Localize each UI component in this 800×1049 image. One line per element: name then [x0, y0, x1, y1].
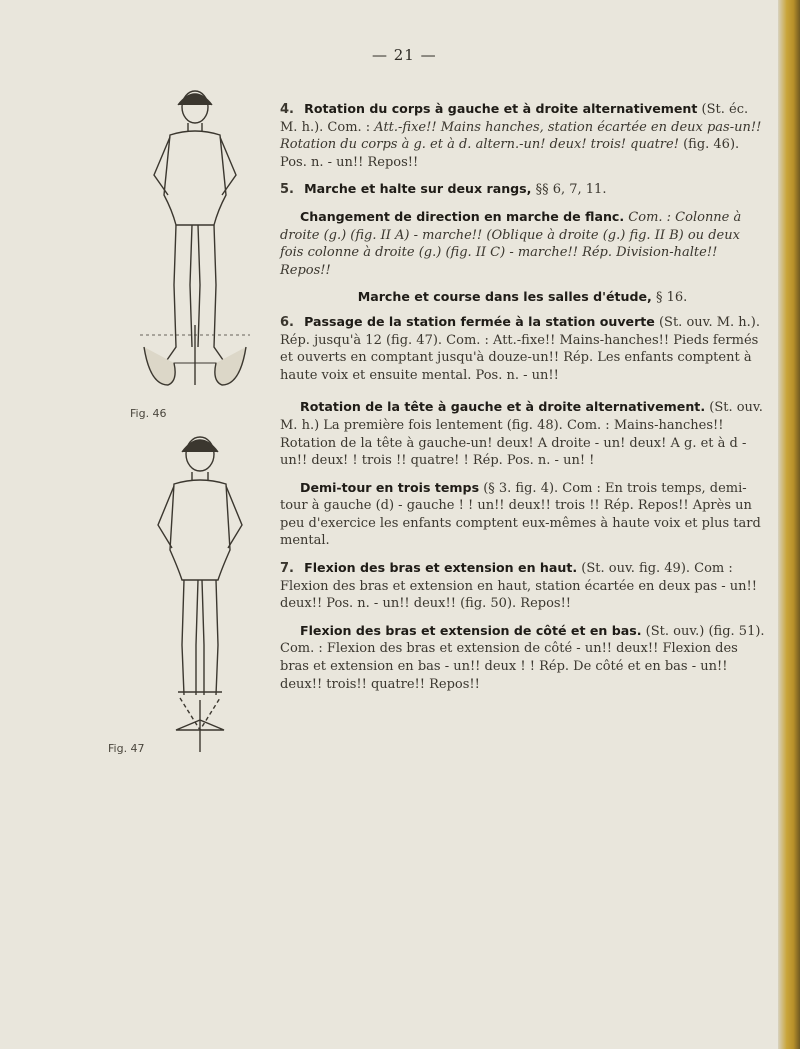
figure-46: [130, 85, 260, 420]
section-number: 6.: [280, 314, 294, 330]
section-study-halls: [280, 288, 765, 307]
page-number: — 21 —: [372, 46, 437, 64]
text-column: [280, 100, 765, 702]
section-command: Att.-fixe!! Mains hanches, station écartée en deux pas-un!! Rotation du corps à g. et à d. altern.-un! deux! trois! quatre!: [280, 119, 762, 153]
section-text: § 16.: [651, 290, 688, 306]
figure-caption: Fig. 46: [130, 407, 167, 420]
section-title: Flexion des bras et extension de côté et en bas.: [300, 622, 642, 638]
section-number: 5.: [280, 182, 294, 198]
section-number: 7.: [280, 561, 294, 577]
section-text: §§ 6, 7, 11.: [531, 182, 607, 198]
section-4: [280, 100, 765, 171]
standing-figure-illustration: [130, 430, 270, 755]
section-text: (St. ouv.) (fig. 51). Com. : Flexion des bras et extension de côté - un!! deux!! Flexion des bras et extension en bas - un!! deux ! ! Rép. De côté et en bas - un!! deux!! trois!! quatre!! Repos!!: [280, 623, 765, 692]
section-title: Marche et halte sur deux rangs,: [304, 181, 532, 197]
section-title: Rotation du corps à gauche et à droite alternativement: [304, 101, 698, 116]
section-title: Marche et course dans les salles d'étude,: [357, 289, 652, 305]
section-6: [280, 313, 765, 384]
section-title: Demi-tour en trois temps: [300, 479, 480, 495]
section-text: Com. : Colonne à droite (g.) (fig. II A) - marche!! (Oblique à droite (g.) fig. II B) ou deux fois colonne à droite (g.) (fig. II C) - marche!! Rép. Division-halte!! Repos!!: [280, 209, 742, 278]
section-5: [280, 180, 765, 199]
section-text: (§ 3. fig. 4). Com : En trois temps, demi-tour à gauche (d) - gauche ! ! un!! deux!! trois !! Rép. Repos!! Après un peu d'exercice les enfants comptent eux-mêmes à haute voix et plus tard mental.: [280, 480, 761, 549]
section-title: Changement de direction en marche de flanc.: [300, 208, 625, 224]
section-half-turn: [280, 479, 765, 550]
section-text: (St. éc. M. h.). Com. :: [280, 102, 749, 135]
section-title: Flexion des bras et extension en haut.: [304, 560, 578, 576]
section-arm-flexion-side: [280, 622, 765, 693]
standing-figure-illustration: [130, 85, 260, 400]
section-text: (St. ouv. M. h.) La première fois lentement (fig. 48). Com. : Mains-hanches!! Rotation de la tête à gauche-un! deux! A droite - un! deux! A g. et à d - un!! deux! ! trois !! quatre! ! Rép. Pos. n. - un! !: [280, 400, 763, 469]
section-direction-change: [280, 208, 765, 279]
section-tail: (fig. 46). Pos. n. - un!! Repos!!: [280, 137, 740, 170]
section-number: 4.: [280, 102, 294, 117]
section-title: Rotation de la tête à gauche et à droite alternativement.: [300, 399, 706, 415]
figure-47: [108, 430, 270, 755]
section-text: (St. ouv. M. h.). Rép. jusqu'à 12 (fig. 47). Com. : Att.-fixe!! Mains-hanches!! Pieds fermés et ouverts en comptant jusqu'à douze-un!! Rép. Les enfants comptent à haute voix et ensuite mental. Pos. n. - un!!: [280, 314, 760, 383]
section-title: Passage de la station fermée à la station ouverte: [304, 313, 655, 329]
page-edge: [778, 0, 800, 1049]
section-text: (St. ouv. fig. 49). Com : Flexion des bras et extension en haut, station écartée en deux pas - un!! deux!! Pos. n. - un!! deux!! (fig. 50). Repos!!: [280, 561, 757, 612]
section-head-rotation: [280, 398, 765, 469]
section-7: [280, 559, 765, 613]
figure-caption: Fig. 47: [108, 742, 145, 755]
